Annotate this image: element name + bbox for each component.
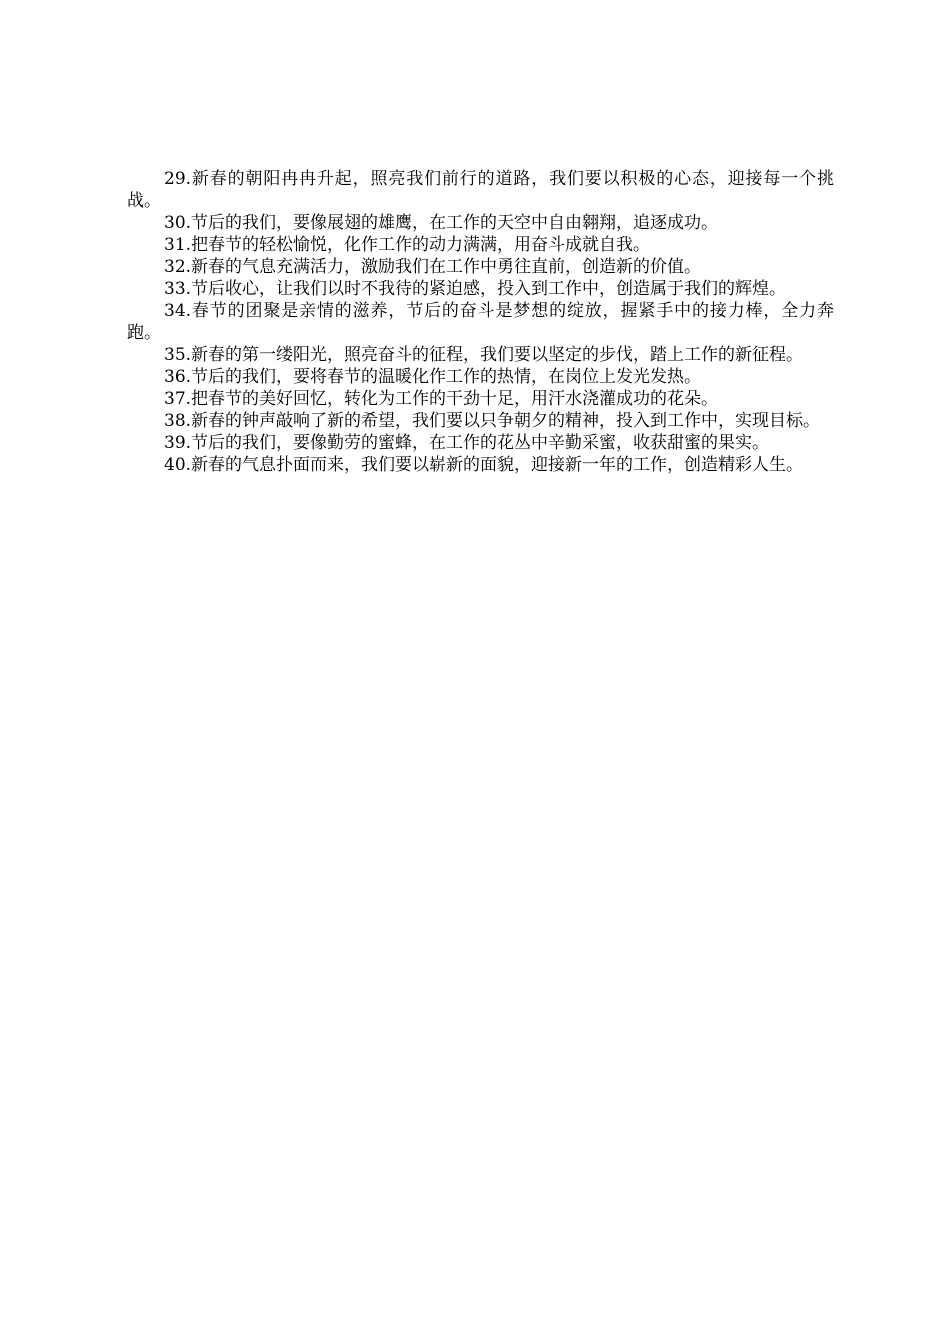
- paragraph-32: 32.新春的气息充满活力，激励我们在工作中勇往直前，创造新的价值。: [164, 257, 702, 277]
- paragraph-31: 31.把春节的轻松愉悦，化作工作的动力满满，用奋斗成就自我。: [164, 235, 651, 255]
- paragraph-36: 36.节后的我们，要将春节的温暖化作工作的热情，在岗位上发光发热。: [164, 367, 702, 387]
- paragraph-39: 39.节后的我们，要像勤劳的蜜蜂，在工作的花丛中辛勤采蜜，收获甜蜜的果实。: [164, 433, 770, 453]
- paragraph-35: 35.新春的第一缕阳光，照亮奋斗的征程，我们要以坚定的步伐，踏上工作的新征程。: [164, 345, 804, 365]
- paragraph-40: 40.新春的气息扑面而来，我们要以崭新的面貌，迎接新一年的工作，创造精彩人生。: [164, 455, 804, 475]
- paragraph-30: 30.节后的我们，要像展翅的雄鹰，在工作的天空中自由翱翔，追逐成功。: [164, 213, 719, 233]
- paragraph-33: 33.节后收心，让我们以时不我待的紧迫感，投入到工作中，创造属于我们的辉煌。: [164, 279, 787, 299]
- paragraph-29: 29.新春的朝阳冉冉升起，照亮我们前行的道路，我们要以积极的心态，迎接每一个挑战。: [127, 169, 834, 211]
- paragraph-38: 38.新春的钟声敲响了新的希望，我们要以只争朝夕的精神，投入到工作中，实现目标。: [164, 411, 821, 431]
- paragraph-34: 34.春节的团聚是亲情的滋养，节后的奋斗是梦想的绽放，握紧手中的接力棒，全力奔跑。: [127, 301, 834, 343]
- document-body: [127, 168, 834, 476]
- paragraph-37: 37.把春节的美好回忆，转化为工作的干劲十足，用汗水浇灌成功的花朵。: [164, 389, 719, 409]
